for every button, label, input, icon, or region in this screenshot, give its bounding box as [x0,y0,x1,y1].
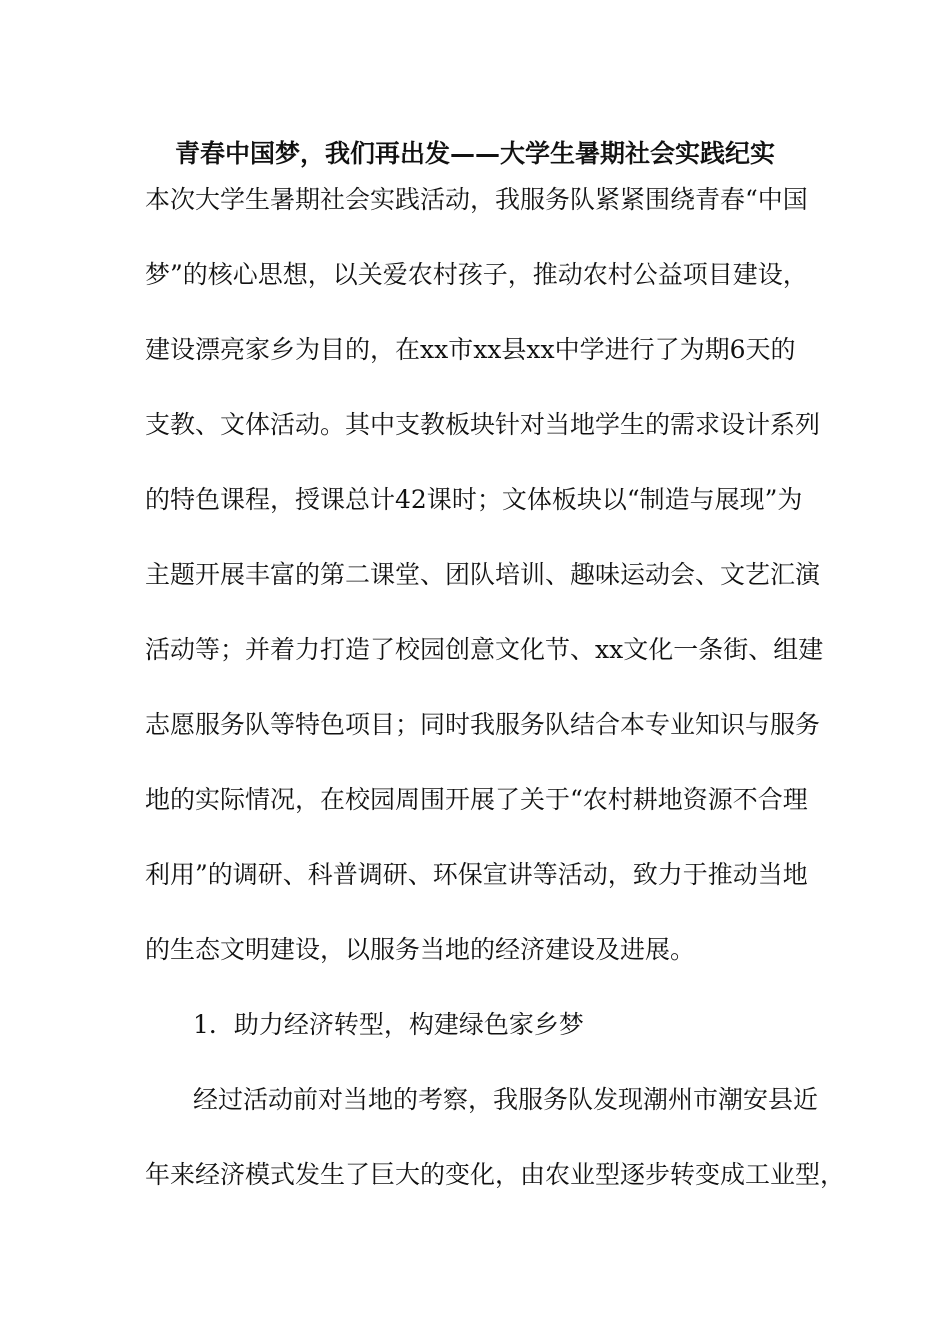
section-heading: 1．助力经济转型，构建绿色家乡梦 [193,1010,584,1039]
paragraph-line: 本次大学生暑期社会实践活动，我服务队紧紧围绕青春“中国 [145,185,808,214]
paragraph-line: 建设漂亮家乡为目的，在xx市xx县xx中学进行了为期6天的 [145,335,796,364]
paragraph-line: 梦”的核心思想，以关爱农村孩子，推动农村公益项目建设， [145,260,808,289]
paragraph-line: 利用”的调研、科普调研、环保宣讲等活动，致力于推动当地 [145,860,808,889]
paragraph-line: 主题开展丰富的第二课堂、团队培训、趣味运动会、文艺汇演 [145,560,821,589]
paragraph-line: 的生态文明建设，以服务当地的经济建设及进展。 [145,935,696,964]
paragraph-line: 经过活动前对当地的考察，我服务队发现潮州市潮安县近 [193,1085,819,1114]
paragraph-line: 志愿服务队等特色项目；同时我服务队结合本专业知识与服务 [145,710,821,739]
paragraph-line: 年来经济模式发生了巨大的变化，由农业型逐步转变成工业型， [145,1160,846,1189]
paragraph-line: 地的实际情况，在校园周围开展了关于“农村耕地资源不合理 [145,785,808,814]
paragraph-line: 的特色课程，授课总计42课时；文体板块以“制造与展现”为 [145,485,803,514]
document-title: 青春中国梦，我们再出发——大学生暑期社会实践纪实 [174,139,775,168]
paragraph-line: 活动等；并着力打造了校园创意文化节、xx文化一条街、组建 [145,635,824,664]
paragraph-line: 支教、文体活动。其中支教板块针对当地学生的需求设计系列 [145,410,821,439]
